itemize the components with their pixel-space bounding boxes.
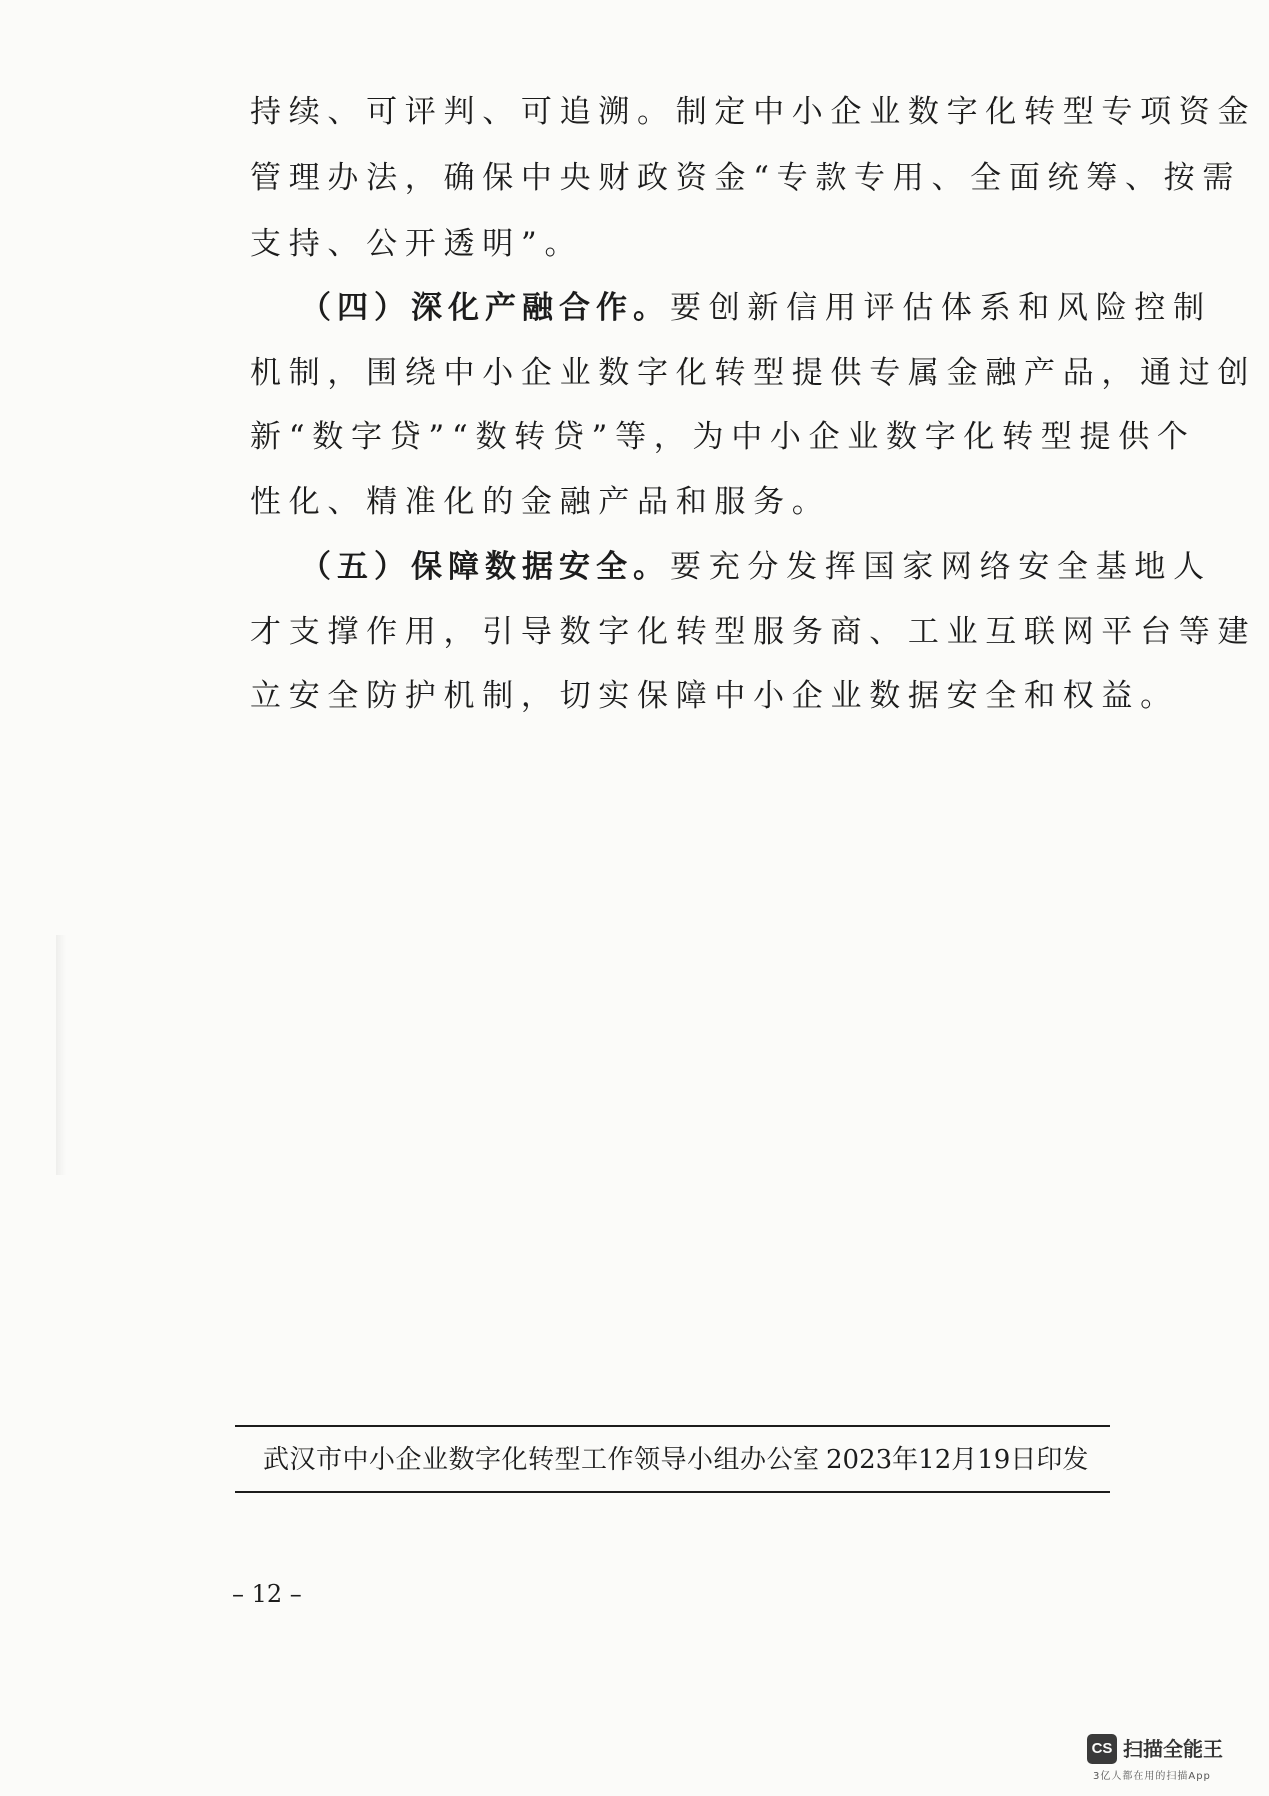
body-line: 管理办法，确保中央财政资金“专款专用、全面统筹、按需 xyxy=(250,160,1242,196)
scanner-watermark xyxy=(1087,1734,1239,1790)
page-number: – 12 – xyxy=(232,1580,302,1608)
footer-top-rule xyxy=(235,1425,1110,1427)
scan-edge-shadow xyxy=(56,935,66,1175)
camscanner-logo-icon: CS xyxy=(1087,1734,1117,1764)
watermark-app-name: 扫描全能王 xyxy=(1123,1737,1223,1761)
paragraph-four-first-line xyxy=(300,288,1212,328)
body-line: 新“数字贷”“数转贷”等，为中小企业数字化转型提供个 xyxy=(250,419,1196,455)
watermark-tagline: 3亿人都在用的扫描App xyxy=(1093,1771,1211,1782)
body-line: 持续、可评判、可追溯。制定中小企业数字化转型专项资金 xyxy=(250,94,1257,130)
issuing-office: 武汉市中小企业数字化转型工作领导小组办公室 xyxy=(263,1445,820,1475)
body-line: 立安全防护机制，切实保障中小企业数据安全和权益。 xyxy=(250,678,1179,714)
body-line: 支持、公开透明”。 xyxy=(250,226,584,262)
section-heading-five: （五）保障数据安全。 xyxy=(300,549,670,585)
issue-date: 2023年12月19日印发 xyxy=(826,1445,1089,1475)
section-heading-four: （四）深化产融合作。 xyxy=(300,290,670,326)
paragraph-five-first-line xyxy=(300,547,1212,587)
body-line-text: 要创新信用评估体系和风险控制 xyxy=(670,290,1212,326)
body-line: 机制，围绕中小企业数字化转型提供专属金融产品，通过创 xyxy=(250,355,1257,391)
body-line: 才支撑作用，引导数字化转型服务商、工业互联网平台等建 xyxy=(250,614,1257,650)
footer-bottom-rule xyxy=(235,1491,1110,1493)
body-line: 性化、精准化的金融产品和服务。 xyxy=(250,484,831,520)
body-line-text: 要充分发挥国家网络安全基地人 xyxy=(670,549,1212,585)
